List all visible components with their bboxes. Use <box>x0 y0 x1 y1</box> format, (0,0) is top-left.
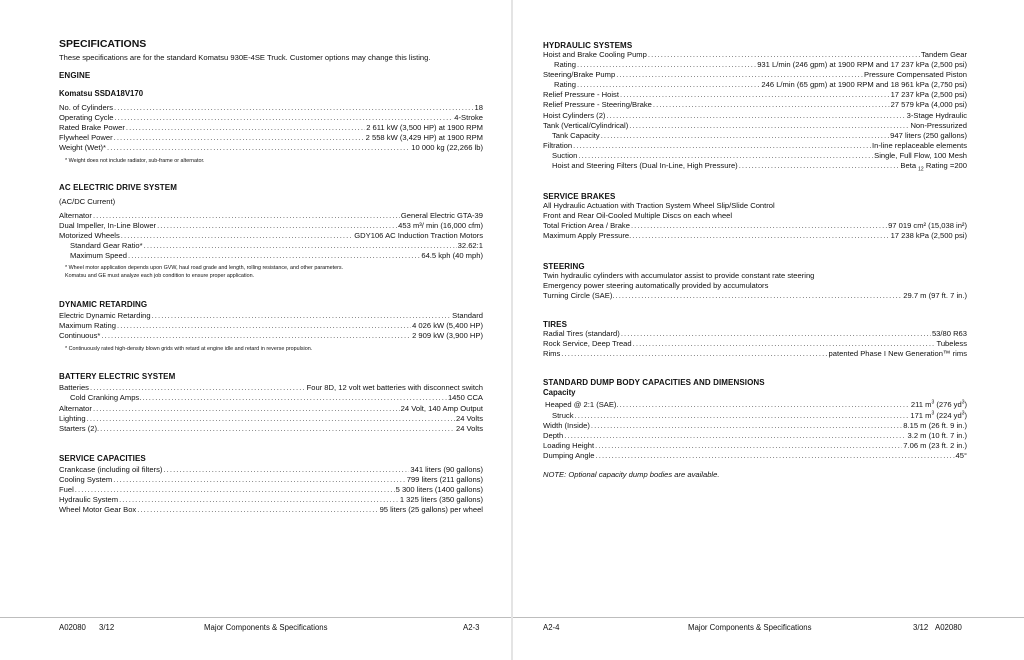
spec-row: Radial Tires (standard) . . . 53/80 R63 <box>543 329 967 339</box>
spec-row: Relief Pressure - Steering/Brake . . . 27 579 kPa (4,000 psi) <box>543 100 967 110</box>
spec-row: Turning Circle (SAE). . . . 29.7 m (97 ft. 7 in.) <box>543 291 967 301</box>
spec-row: Dumping Angle . . . 45° <box>543 451 967 461</box>
dump-body-section <box>543 378 967 479</box>
spec-row: Loading Height . . . 7.06 m (23 ft. 2 in.) <box>543 441 967 451</box>
spec-row: Weight (Wet)* . . . 10 000 kg (22,266 lb) <box>59 143 483 153</box>
spec-row: Motorized Wheels . . . GDY106 AC Induction Traction Motors <box>59 231 483 241</box>
spec-row: Operating Cycle . . . 4-Stroke <box>59 113 483 123</box>
spec-row: Alternator . . . 24 Volt, 140 Amp Output <box>59 404 483 414</box>
left-page <box>0 0 511 660</box>
intro-text: These specifications are for the standard Komatsu 930E-4SE Truck. Customer options may change this listing. <box>59 53 431 62</box>
engine-section <box>59 71 483 165</box>
spec-row: Maximum Apply Pressure. . . . 17 238 kPa (2,500 psi) <box>543 231 967 241</box>
ac-drive-subtitle: (AC/DC Current) <box>59 197 116 207</box>
spec-row: Rims . . . patented Phase I New Generation™ rims <box>543 349 967 359</box>
capacities-section <box>59 454 483 515</box>
spec-row: Hoist and Brake Cooling Pump . . . Tandem Gear <box>543 50 967 60</box>
spec-row: Dual Impeller, In-Line Blower . . . 453 m³/ min (16,000 cfm) <box>59 221 483 231</box>
spec-row: Hoist Cylinders (2) . . . 3-Stage Hydraulic <box>543 111 967 121</box>
footer-rule <box>513 617 1024 618</box>
dump-capacity-label: Capacity <box>543 388 576 398</box>
ac-drive-section <box>59 183 483 280</box>
footer-rule <box>0 617 511 618</box>
spec-row: No. of Cylinders . . . 18 <box>59 103 483 113</box>
spec-row: Fuel . . . 5 300 liters (1400 gallons) <box>59 485 483 495</box>
spec-row: Suction . . . Single, Full Flow, 100 Mesh <box>543 151 967 161</box>
spec-row: Relief Pressure - Hoist . . . 17 237 kPa (2,500 psi) <box>543 90 967 100</box>
spec-row: Wheel Motor Gear Box . . . 95 liters (25 gallons) per wheel <box>59 505 483 515</box>
spec-row: Lighting . . . 24 Volts <box>59 414 483 424</box>
steering-heading: STEERING <box>543 261 585 271</box>
capacities-heading: SERVICE CAPACITIES <box>59 453 146 463</box>
ac-drive-heading: AC ELECTRIC DRIVE SYSTEM <box>59 183 177 193</box>
spec-row: Struck . . . 171 $m^3$ (224 $yd^3$) <box>543 410 967 421</box>
spec-row: Steering/Brake Pump . . . Pressure Compensated Piston <box>543 70 967 80</box>
spec-row: Rating . . . 931 L/min (246 gpm) at 1900 RPM and 17 237 kPa (2,500 psi) <box>543 60 967 70</box>
right-content <box>543 41 967 500</box>
footer-date: 3/12 <box>913 623 929 632</box>
right-page <box>513 0 1024 660</box>
tires-section <box>543 320 967 359</box>
spec-row: Hydraulic System . . . 1 325 liters (350 gallons) <box>59 495 483 505</box>
battery-heading: BATTERY ELECTRIC SYSTEM <box>59 372 176 382</box>
brakes-line-1: All Hydraulic Actuation with Traction System Wheel Slip/Slide Control <box>543 201 775 211</box>
brakes-section <box>543 192 967 241</box>
ac-drive-note-1: * Wheel motor application depends upon GVW, haul road grade and length, rolling resistance, and other parameters. <box>65 265 344 272</box>
spec-row: Alternator . . . General Electric GTA-39 <box>59 211 483 221</box>
dump-body-heading: STANDARD DUMP BODY CAPACITIES AND DIMENSIONS <box>543 378 765 388</box>
spec-row: Total Friction Area / Brake . . . 97 019 cm² (15,038 in²) <box>543 221 967 231</box>
retarding-heading: DYNAMIC RETARDING <box>59 300 148 310</box>
footer-page-number: A2-4 <box>543 623 560 632</box>
spec-row: Maximum Rating . . . 4 026 kW (5,400 HP) <box>59 321 483 331</box>
spec-row: Crankcase (including oil filters) . . . 341 liters (90 gallons) <box>59 465 483 475</box>
steering-line-1: Twin hydraulic cylinders with accumulator assist to provide constant rate steering <box>543 270 815 280</box>
footer-date: 3/12 <box>99 623 115 632</box>
spec-row: Flywheel Power . . . 2 558 kW (3,429 HP) at 1900 RPM <box>59 133 483 143</box>
engine-note: * Weight does not include radiator, sub-frame or alternator. <box>65 158 205 165</box>
footer-doc-code: A02080 <box>935 623 962 632</box>
retarding-section <box>59 300 483 353</box>
engine-heading: ENGINE <box>59 71 91 80</box>
spec-row: Rock Service, Deep Tread . . . Tubeless <box>543 339 967 349</box>
spec-row: Maximum Speed . . . 64.5 kph (40 mph) <box>59 251 483 261</box>
spec-row: Rating . . . 246 L/min (65 gpm) at 1900 RPM and 18 961 kPa (2,750 psi) <box>543 80 967 90</box>
spec-row: Tank Capacity . . . 947 liters (250 gallons) <box>543 131 967 141</box>
steering-line-2: Emergency power steering automatically provided by accumulators <box>543 280 769 290</box>
spec-row: Cooling System . . . 799 liters (211 gallons) <box>59 475 483 485</box>
spec-row: Rated Brake Power . . . 2 611 kW (3,500 HP) at 1900 RPM <box>59 123 483 133</box>
dump-body-note: NOTE: Optional capacity dump bodies are available. <box>543 470 720 480</box>
footer-title: Major Components & Specifications <box>204 623 328 632</box>
hydraulic-heading: HYDRAULIC SYSTEMS <box>543 41 633 50</box>
spec-row: Depth . . . 3.2 m (10 ft. 7 in.) <box>543 431 967 441</box>
spec-row: Continuous* . . . 2 909 kW (3,900 HP) <box>59 331 483 341</box>
battery-section <box>59 372 483 433</box>
spec-row: Electric Dynamic Retarding . . . Standard <box>59 311 483 321</box>
spec-row: Starters (2). . . . 24 Volts <box>59 424 483 434</box>
spec-row: Cold Cranking Amps. . . . 1450 CCA <box>59 393 483 403</box>
engine-model: Komatsu SSDA18V170 <box>59 89 144 98</box>
ac-drive-note-2: Komatsu and GE must analyze each job condition to ensure proper application. <box>65 272 255 279</box>
spec-row: Heaped @ 2:1 (SAE). . . . 211 $m^3$ (276 $yd^3$) <box>543 399 967 410</box>
footer-page-number: A2-3 <box>463 623 480 632</box>
footer-title: Major Components & Specifications <box>688 623 812 632</box>
spec-row: Batteries . . . Four 8D, 12 volt wet batteries with disconnect switch <box>59 383 483 393</box>
spec-row: Width (Inside) . . . 8.15 m (26 ft. 9 in.) <box>543 421 967 431</box>
page-title: SPECIFICATIONS <box>59 38 147 50</box>
tires-heading: TIRES <box>543 319 568 329</box>
spec-row: Standard Gear Ratio* . . . 32.62:1 <box>59 241 483 251</box>
footer-doc-code: A02080 <box>59 623 86 632</box>
spec-row: Tank (Vertical/Cylindrical) . . . Non-Pressurized <box>543 121 967 131</box>
retarding-note: * Continuously rated high-density blown grids with retard at engine idle and retard in reverse propulsion. <box>65 346 313 353</box>
spec-row: Hoist and Steering Filters (Dual In-Line, High Pressure) . . . Beta $_{12}$ Rating =200 <box>543 161 967 171</box>
spec-row: Filtration . . . In-line replaceable elements <box>543 141 967 151</box>
brakes-heading: SERVICE BRAKES <box>543 192 616 202</box>
brakes-line-2: Front and Rear Oil-Cooled Multiple Discs on each wheel <box>543 211 733 221</box>
hydraulic-section <box>543 41 967 171</box>
steering-section <box>543 262 967 301</box>
left-content <box>59 38 483 536</box>
